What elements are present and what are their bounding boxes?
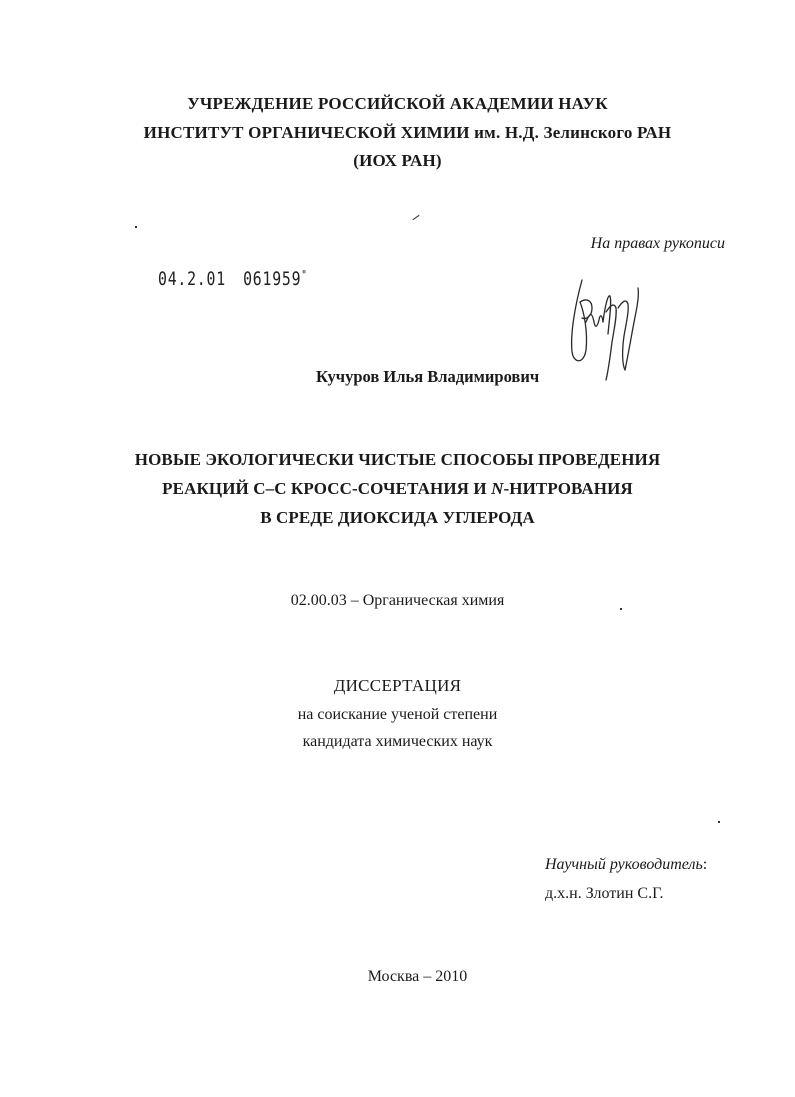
stamp-part-2: 061959 xyxy=(243,268,302,290)
archive-stamp-number xyxy=(158,268,308,290)
scan-speck xyxy=(135,226,137,228)
institution-abbreviation: (ИОХ РАН) xyxy=(353,151,442,170)
advisor-name: д.х.н. Злотин С.Г. xyxy=(545,885,664,902)
institution-line-1: УЧРЕЖДЕНИЕ РОССИЙСКОЙ АКАДЕМИИ НАУК xyxy=(187,94,608,113)
thesis-title-line-3: В СРЕДЕ ДИОКСИДА УГЛЕРОДА xyxy=(260,508,535,527)
degree-line-1: на соискание ученой степени xyxy=(297,706,498,723)
scan-speck xyxy=(620,608,622,610)
advisor-label xyxy=(545,856,707,874)
city-year: Москва – 2010 xyxy=(367,968,468,985)
thesis-title-line-2 xyxy=(0,479,795,499)
thesis-title-line-2c: -НИТРОВАНИЯ xyxy=(503,479,633,498)
institution-line-2: ИНСТИТУТ ОРГАНИЧЕСКОЙ ХИМИИ им. Н.Д. Зелинского РАН xyxy=(143,123,672,142)
stamp-part-1: 04.2.01 xyxy=(158,268,226,290)
thesis-title-line-1: НОВЫЕ ЭКОЛОГИЧЕСКИ ЧИСТЫЕ СПОСОБЫ ПРОВЕДЕНИЯ xyxy=(134,450,661,469)
handwritten-signature xyxy=(562,272,652,387)
degree-line-2: кандидата химических наук xyxy=(302,733,493,750)
dissertation-label: ДИССЕРТАЦИЯ xyxy=(333,676,462,695)
author-name: Кучуров Илья Владимирович xyxy=(316,367,540,386)
manuscript-rights-note: На правах рукописи xyxy=(590,235,725,252)
thesis-title-line-2a: РЕАКЦИЙ С–С КРОСС-СОЧЕТАНИЯ И xyxy=(162,479,492,498)
thesis-title-n-letter: N xyxy=(491,479,504,498)
advisor-label-text: Научный руководитель xyxy=(545,856,703,873)
advisor-label-colon: : xyxy=(702,856,708,873)
stamp-mark: " xyxy=(301,268,308,282)
scan-speck xyxy=(412,215,419,220)
specialty-code: 02.00.03 – Органическая химия xyxy=(290,592,505,609)
scan-speck xyxy=(718,821,720,823)
